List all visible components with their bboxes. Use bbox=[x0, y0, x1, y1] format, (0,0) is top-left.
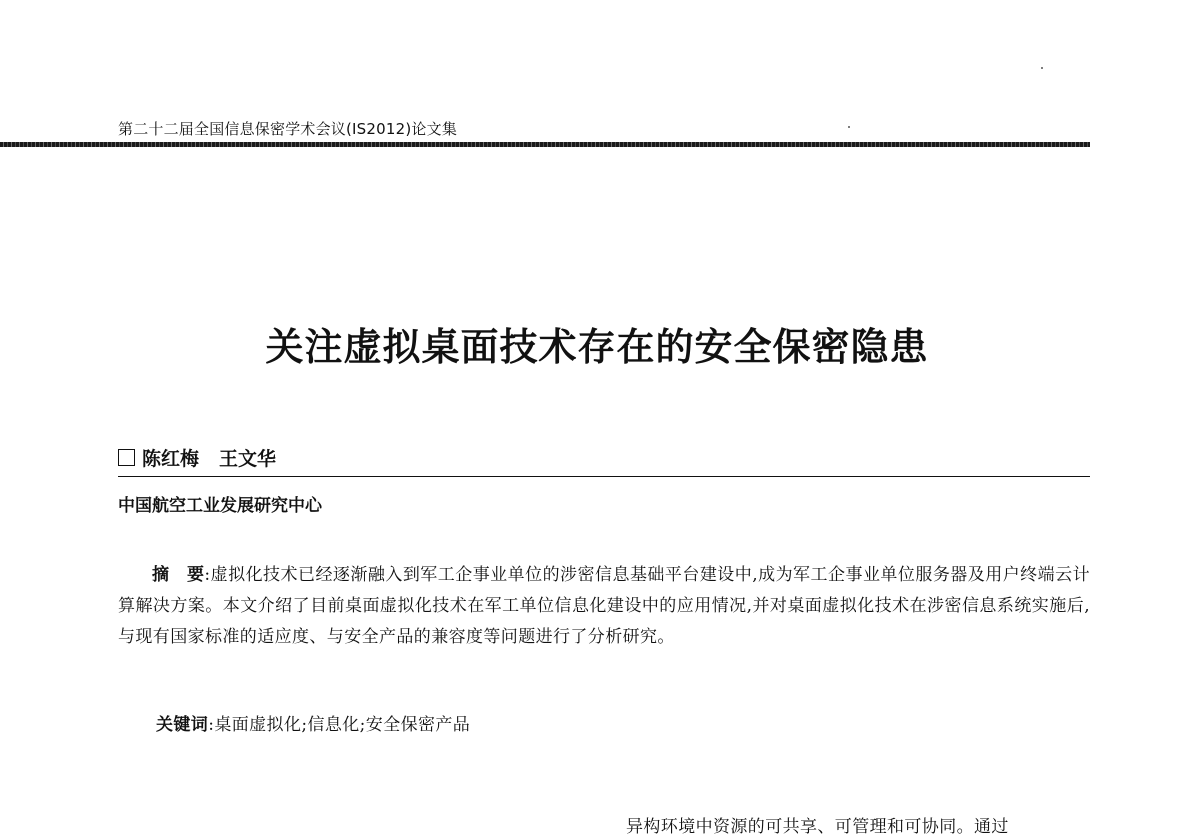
paper-title bbox=[0, 316, 1200, 371]
abstract-label: 摘 要 bbox=[152, 565, 205, 585]
keywords-text: 桌面虚拟化;信息化;安全保密产品 bbox=[214, 715, 471, 735]
abstract-separator: : bbox=[204, 565, 211, 585]
paper-title-text: 关注虚拟桌面技术存在的安全保密隐患 bbox=[265, 324, 929, 369]
author-line bbox=[118, 444, 276, 471]
abstract-text: 虚拟化技术已经逐渐融入到军工企事业单位的涉密信息基础平台建设中,成为军工企事业单位服务器及用户终端云计算解决方案。本文介绍了目前桌面虚拟化技术在军工单位信息化建设中的应用情况,并对桌面虚拟化技术在涉密信息系统实施后,与现有国家标准的适应度、与安全产品的兼容度等问题进行了分析研究。 bbox=[118, 565, 1090, 647]
author-name: 陈红梅 bbox=[142, 448, 200, 470]
author-name: 王文华 bbox=[219, 448, 277, 470]
running-header: 第二十二届全国信息保密学术会议(IS2012)论文集 bbox=[118, 120, 458, 138]
author-rule bbox=[118, 476, 1090, 477]
scan-speck bbox=[848, 126, 850, 128]
keywords bbox=[156, 710, 470, 735]
scan-speck bbox=[1041, 67, 1043, 69]
abstract bbox=[118, 560, 1090, 653]
keywords-label: 关键词 bbox=[156, 715, 209, 735]
keywords-separator: : bbox=[208, 715, 215, 735]
affiliation: 中国航空工业发展研究中心 bbox=[118, 496, 322, 516]
body-text-fragment: 异构环境中资源的可共享、可管理和可协同。通过 bbox=[626, 817, 1009, 837]
square-bullet-icon bbox=[118, 449, 135, 466]
header-rule bbox=[0, 142, 1090, 147]
